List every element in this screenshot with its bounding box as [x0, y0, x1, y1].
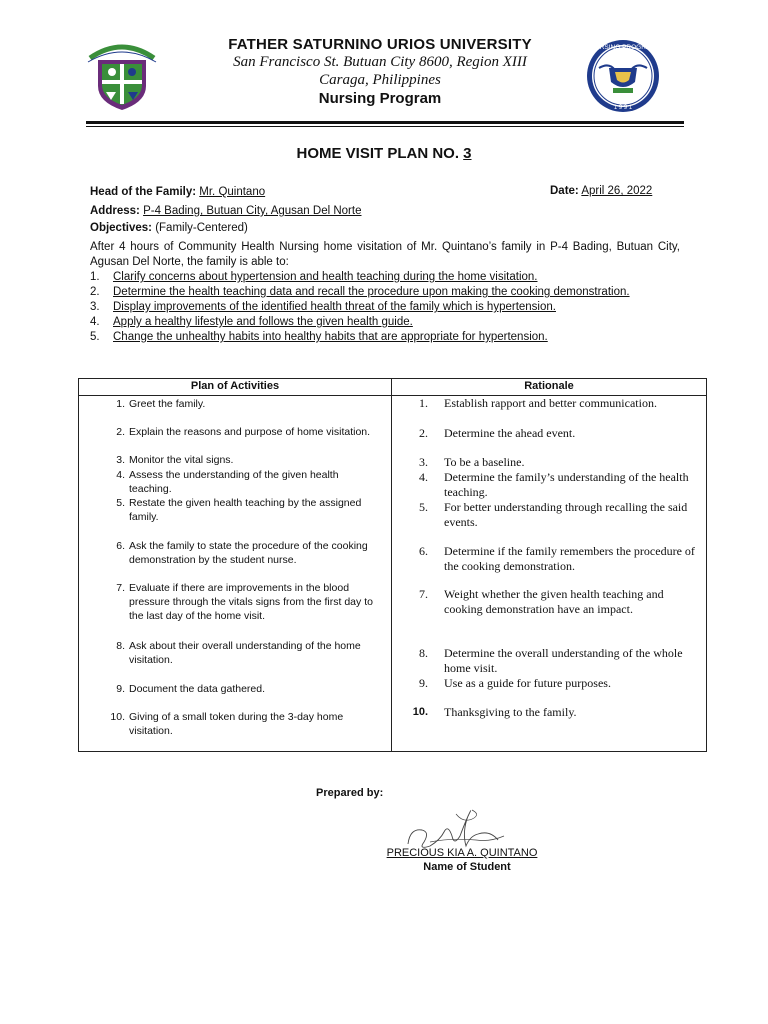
rationale-text: Thanksgiving to the family. — [444, 705, 577, 719]
student-role-label: Name of Student — [423, 861, 511, 873]
header-rule-thick — [86, 121, 684, 124]
rationale-number: 6. — [419, 544, 428, 558]
address-line — [90, 204, 680, 219]
activity-number: 3. — [116, 454, 125, 466]
objective-number: 3. — [90, 301, 100, 313]
objective-text: Display improvements of the identified health threat of the family which is hypertension. — [113, 301, 556, 313]
activity-number: 10. — [110, 711, 125, 723]
objective-text: Clarify concerns about hypertension and health teaching during the home visitation. — [113, 271, 538, 283]
rationale-text: Weight whether the given health teaching and cooking demonstration have an impact. — [444, 587, 664, 616]
table-column-divider — [391, 379, 392, 751]
title-number: 3 — [463, 145, 472, 162]
date-value: April 26, 2022 — [581, 185, 653, 197]
objectives-line — [90, 221, 680, 236]
rationale-number: 1. — [419, 396, 428, 410]
objective-text: Apply a healthy lifestyle and follows the given health guide. — [113, 316, 413, 328]
student-name-text: PRECIOUS KIA A. QUINTANO — [386, 847, 538, 859]
objective-number: 4. — [90, 316, 100, 328]
rationale-text: Establish rapport and better communication. — [444, 396, 657, 410]
objective-number: 2. — [90, 286, 100, 298]
objective-text: Determine the health teaching data and recall the procedure upon making the cooking demonstration. — [113, 286, 630, 298]
objective-item — [90, 330, 680, 345]
prepared-by-label: Prepared by: — [316, 787, 384, 799]
activity-text: Ask about their overall understanding of the home visitation. — [129, 640, 361, 666]
header-text — [170, 34, 590, 107]
activities-table — [78, 378, 707, 752]
rationale-text: Determine the overall understanding of the whole home visit. — [444, 646, 683, 675]
head-of-family-label: Head of the Family: — [90, 186, 197, 198]
activity-number: 9. — [116, 683, 125, 695]
objectives-list — [90, 270, 680, 345]
table-header-activities: Plan of Activities — [190, 380, 280, 392]
head-of-family-value: Mr. Quintano — [199, 186, 266, 198]
address-value: P-4 Bading, Butuan City, Agusan Del Norte — [143, 205, 362, 217]
activity-text: Giving of a small token during the 3-day home visitation. — [129, 711, 344, 737]
title-prefix: HOME VISIT PLAN NO. — [296, 145, 464, 162]
rationale-number: 7. — [419, 587, 428, 601]
nursing-program-seal-icon — [585, 38, 661, 114]
rationale-number: 10. — [412, 706, 428, 718]
activity-number: 8. — [116, 640, 125, 652]
activity-number: 7. — [116, 582, 125, 594]
activity-text: Monitor the vital signs. — [129, 454, 234, 466]
objective-item — [90, 300, 680, 315]
activity-text: Explain the reasons and purpose of home visitation. — [129, 426, 371, 438]
activity-number: 1. — [116, 398, 125, 410]
rationale-text: For better understanding through recalling the said events. — [444, 500, 688, 529]
activity-number: 6. — [116, 540, 125, 552]
seal-year-text: 1 9 9 1 — [613, 105, 633, 111]
activity-text: Ask the family to state the procedure of the cooking demonstration by the student nurse. — [129, 540, 368, 566]
address-label: Address: — [90, 205, 140, 217]
rationale-text: Use as a guide for future purposes. — [444, 676, 611, 690]
objective-text: Change the unhealthy habits into healthy habits that are appropriate for hypertension. — [113, 331, 548, 343]
document-header — [0, 34, 768, 124]
rationale-number: 5. — [419, 500, 428, 514]
activity-text: Greet the family. — [129, 398, 206, 410]
activity-text: Evaluate if there are improvements in the blood pressure through the vitals signs from the first day to the last day of the home visit. — [129, 582, 373, 622]
activity-text: Assess the understanding of the given health teaching. — [129, 469, 339, 495]
rationale-number: 2. — [419, 426, 428, 440]
rationale-number: 9. — [419, 676, 428, 690]
activity-text: Restate the given health teaching by the assigned family. — [129, 497, 362, 523]
objectives-value: (Family-Centered) — [155, 222, 248, 234]
program-name: Nursing Program — [318, 90, 442, 107]
activity-text: Document the data gathered. — [129, 683, 266, 695]
rationale-text: Determine if the family remembers the procedure of the cooking demonstration. — [444, 544, 695, 573]
rationale-number: 4. — [419, 470, 428, 484]
rationale-text: To be a baseline. — [444, 455, 525, 469]
university-name: FATHER SATURNINO URIOS UNIVERSITY — [228, 36, 532, 53]
date-label: Date: — [550, 185, 579, 197]
activity-number: 4. — [116, 469, 125, 481]
address-line-1: San Francisco St. Butuan City 8600, Region XIII — [233, 54, 527, 70]
header-rule-thin — [86, 126, 684, 127]
student-name — [0, 847, 768, 859]
objective-item — [90, 315, 680, 330]
address-line-2: Caraga, Philippines — [319, 72, 441, 88]
activity-number: 2. — [116, 426, 125, 438]
objective-number: 5. — [90, 331, 100, 343]
rationale-number: 8. — [419, 646, 428, 660]
table-header-rationale: Rationale — [524, 380, 574, 392]
objectives-label: Objectives: — [90, 222, 152, 234]
objective-item — [90, 285, 680, 300]
objective-number: 1. — [90, 271, 100, 283]
date-line — [550, 185, 652, 197]
activity-number: 5. — [116, 497, 125, 509]
seal-ring-text: NURSING PROGRAM — [590, 44, 656, 51]
page-title — [0, 145, 768, 162]
university-seal-icon — [84, 40, 160, 112]
rationale-number: 3. — [419, 455, 428, 469]
rationale-text: Determine the family’s understanding of the health teaching. — [444, 470, 689, 499]
rationale-text: Determine the ahead event. — [444, 426, 576, 440]
objective-item — [90, 270, 680, 285]
objectives-intro: After 4 hours of Community Health Nursing home visitation of Mr. Quintano’s family in P-4 Bading, Butuan City, Agusan Del Norte, the family is able to: — [90, 241, 680, 268]
